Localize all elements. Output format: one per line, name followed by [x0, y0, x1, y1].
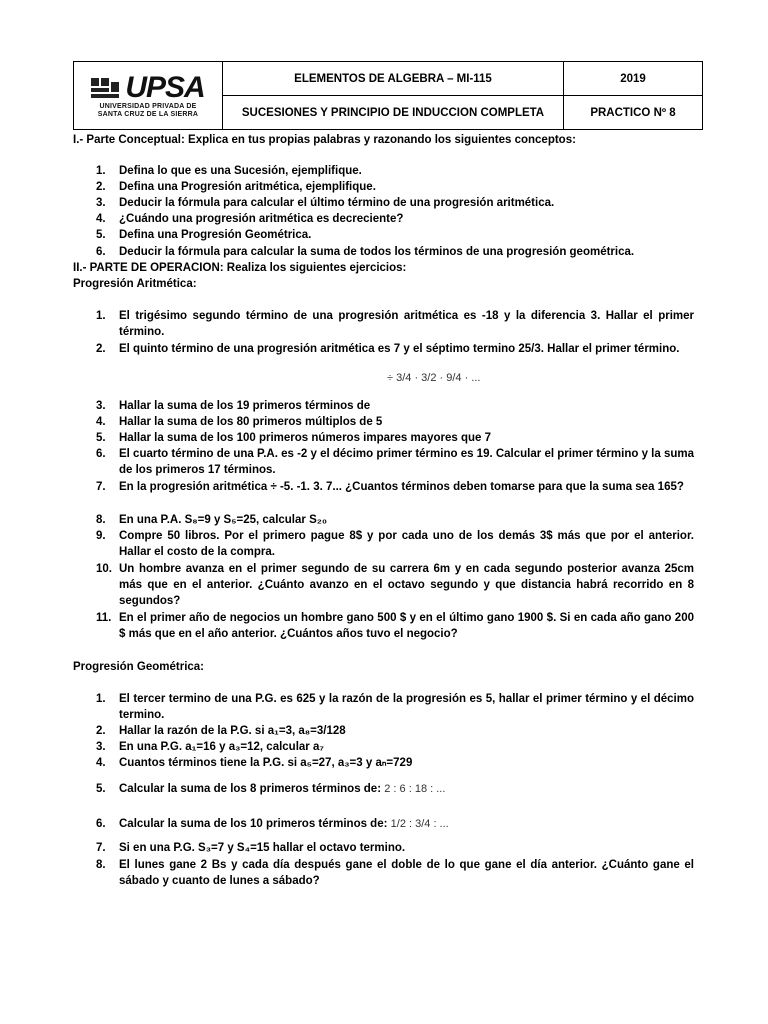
year: 2019	[564, 62, 703, 96]
arith-fraction: ÷ 3/4 · 3/2 · 9/4 · ...	[387, 372, 481, 384]
practice-number: PRACTICO Nº 8	[564, 96, 703, 130]
practice-sheet: UPSA UNIVERSIDAD PRIVADA DE SANTA CRUZ DE LA SIERRA ELEMENTOS DE ALGEBRA – MI-115 2019 SUCESIONES Y PRINCIPIO DE INDUCCION COMPLETA PRACTICO Nº 8 I.- Parte Conceptual: Explica en tus propias palabras y razonando los siguientes conceptos: 1. Defina lo que es una Sucesión, ejemplifique. 2. Defina una Progresión aritmética, ejemplifique. 3. Deducir la fórmula para calcular el último término de una progresión aritmética. 4. ¿Cuándo una progresión aritmética es decreciente? 5. Defina una Progresión Geométrica. 6. Deducir la fórmula para calcular la suma de todos los términos de una progresión geométrica. II.- PARTE DE OPERACION: Realiza los siguientes ejercicios: Progresión Aritmética: 1. El trigésimo segundo término de una progresión aritmética es -18 y la diferencia 3. Hallar el primer término. 2. El quinto término de una progresión aritmética es 7 y el séptimo termino 25/3. Hallar el primer término. ÷ 3/4 · 3/2 · 9/4 · ... 3. Hallar la suma de los 19 primeros términos de 4. Hallar la suma de los 80 primeros múltiplos de 5 5. Hallar la suma de los 100 primeros números impares mayores que 7 6. El cuarto término de una P.A. es -2 y el décimo primer término es 19. Calcular el primer término y la suma de los primeros 17 términos. 7. En la progresión aritmética ÷ -5. -1. 3. 7... ¿Cuantos términos deben tomarse para que la suma sea 165? 8. En una P.A. S₈=9 y S₅=25, calcular S₂₀ 9. Compre 50 libros. Por el primero pague 8$ y por cada uno de los demás 3$ más que por el anterior. Hallar el costo de la compra. 10. Un hombre avanza en el primer segundo de su carrera 6m y en cada segundo posterior avanza 25cm más que en el anterior. ¿Cuánto avanzo en el octavo segundo y que distancia habrá recorrido en 8 segundos? 11. En el primer año de negocios un hombre gano 500 $ y en el último gano 1900 $. Si en cada año gano 200 $ más que en el año anterior. ¿Cuántos años tuvo el negocio? Progresión Geométrica: 1. El tercer termino de una P.G. es 625 y la razón de la progresión es 5, hallar el primer término y el décimo termino. 2. Hallar la razón de la P.G. si a₁=3, a₈=3/128 3. En una P.G. a₁=16 y a₃=12, calcular a₇ 4. Cuantos términos tiene la P.G. si a₅=27, a₃=3 y aₙ=729 5. Calcular la suma de los 8 primeros términos de: 2 : 6 : 18 : ... 6. Calcular la suma de los 10 primeros términos de: 1/2 : 3/4 : ... 7. Si en una P.G. S₃=7 y S₄=15 hallar el octavo termino. 8. El lunes gane 2 Bs y cada día después gane el doble de lo que gane el día anterior. ¿Cuánto gane el sábado y cuanto de lunes a sábado?	[0, 0, 768, 1024]
geo-heading: Progresión Geométrica:	[73, 661, 205, 673]
logo-subtitle-1: UNIVERSIDAD PRIVADA DE	[99, 102, 197, 110]
logo-word: UPSA	[125, 70, 205, 104]
logo-mark-icon	[91, 76, 121, 100]
header-table	[73, 61, 703, 130]
logo-cell	[74, 62, 223, 130]
arith-heading: Progresión Aritmética:	[73, 278, 197, 290]
section2-heading: II.- PARTE DE OPERACION: Realiza los siguientes ejercicios:	[73, 262, 407, 274]
logo-subtitle-2: SANTA CRUZ DE LA SIERRA	[97, 110, 199, 118]
course-title: ELEMENTOS DE ALGEBRA – MI-115	[223, 62, 564, 96]
upsa-logo	[74, 70, 222, 119]
section1-heading: I.- Parte Conceptual: Explica en tus propias palabras y razonando los siguientes conceptos:	[73, 134, 576, 146]
topic-title: SUCESIONES Y PRINCIPIO DE INDUCCION COMPLETA	[223, 96, 564, 130]
